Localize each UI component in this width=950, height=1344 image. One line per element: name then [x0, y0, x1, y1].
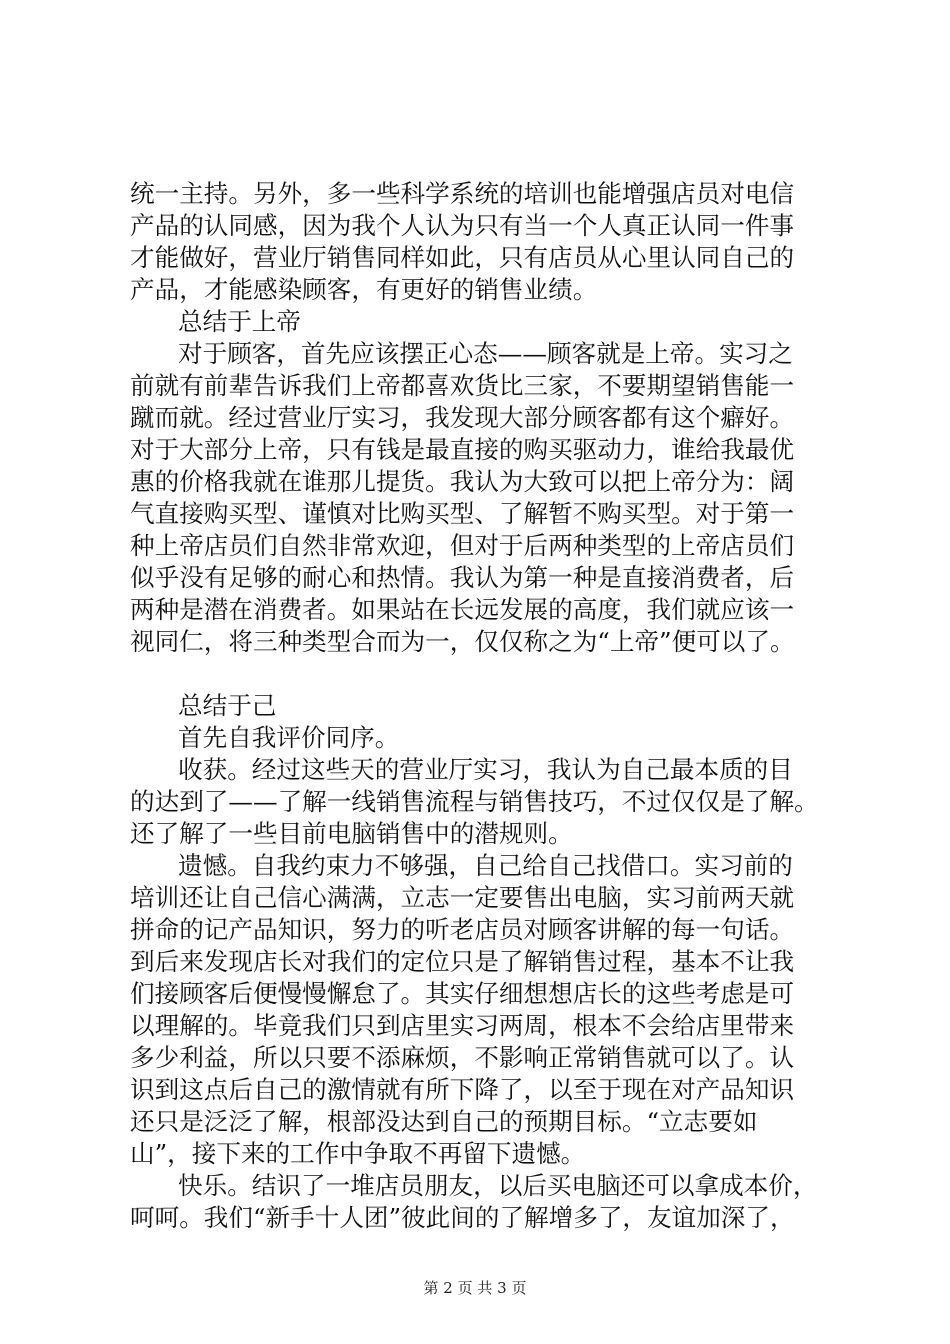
text-line: 蹴而就。经过营业厅实习，我发现大部分顾客都有这个癖好。	[130, 403, 795, 432]
text-line: 山”，接下来的工作中争取不再留下遗憾。	[130, 1139, 586, 1168]
text-line: 对于大部分上帝，只有钱是最直接的购买驱动力，谁给我最优	[130, 435, 795, 464]
text-line: 首先自我评价同序。	[178, 723, 400, 752]
text-line: 前就有前辈告诉我们上帝都喜欢货比三家，不要期望销售能一	[130, 371, 795, 400]
text-line: 呵呵。我们“新手十人团”彼此间的了解增多了，友谊加深了，	[130, 1203, 795, 1232]
text-line: 还了解了一些目前电脑销售中的潜规则。	[130, 819, 573, 848]
text-line: 以理解的。毕竟我们只到店里实习两周，根本不会给店里带来	[130, 1011, 795, 1040]
text-line: 拼命的记产品知识，努力的听老店员对顾客讲解的每一句话。	[130, 915, 795, 944]
text-line: 还只是泛泛了解，根部没达到自己的预期目标。“立志要如	[130, 1107, 758, 1136]
text-line: 对于顾客，首先应该摆正心态——顾客就是上帝。实习之	[178, 339, 793, 368]
document-body	[130, 178, 830, 1234]
text-line: 培训还让自己信心满满，立志一定要售出电脑，实习前两天就	[130, 883, 795, 912]
text-line: 的达到了——了解一线销售流程与销售技巧，不过仅仅是了解。	[130, 787, 819, 816]
text-line: 总结于上帝	[178, 307, 301, 336]
text-line: 遗憾。自我约束力不够强，自己给自己找借口。实习前的	[178, 851, 793, 880]
blank-line	[130, 658, 830, 690]
page-footer: 第 2 页 共 3 页	[423, 1279, 527, 1297]
text-line: 视同仁，将三种类型合而为一，仅仅称之为“上帝”便可以了。	[130, 627, 795, 656]
text-line: 识到这点后自己的激情就有所下降了，以至于现在对产品知识	[130, 1075, 795, 1104]
text-line: 统一主持。另外，多一些科学系统的培训也能增强店员对电信	[130, 179, 795, 208]
text-line: 快乐。结识了一堆店员朋友，以后买电脑还可以拿成本价，	[178, 1171, 818, 1200]
text-line: 两种是潜在消费者。如果站在长远发展的高度，我们就应该一	[130, 595, 795, 624]
text-line: 们接顾客后便慢慢懈怠了。其实仔细想想店长的这些考虑是可	[130, 979, 795, 1008]
text-line: 气直接购买型、谨慎对比购买型、了解暂不购买型。对于第一	[130, 499, 795, 528]
text-line: 惠的价格我就在谁那儿提货。我认为大致可以把上帝分为：阔	[130, 467, 795, 496]
text-line: 才能做好，营业厅销售同样如此，只有店员从心里认同自己的	[130, 243, 795, 272]
text-line: 多少利益，所以只要不添麻烦，不影响正常销售就可以了。认	[130, 1043, 795, 1072]
text-line: 到后来发现店长对我们的定位只是了解销售过程，基本不让我	[130, 947, 795, 976]
text-line: 总结于己	[178, 691, 277, 720]
text-line: 似乎没有足够的耐心和热情。我认为第一种是直接消费者，后	[130, 563, 795, 592]
text-line: 产品的认同感，因为我个人认为只有当一个人真正认同一件事	[130, 211, 795, 240]
text-line: 产品，才能感染顾客，有更好的销售业绩。	[130, 275, 598, 304]
text-line: 收获。经过这些天的营业厅实习，我认为自己最本质的目	[178, 755, 793, 784]
text-line: 种上帝店员们自然非常欢迎，但对于后两种类型的上帝店员们	[130, 531, 795, 560]
